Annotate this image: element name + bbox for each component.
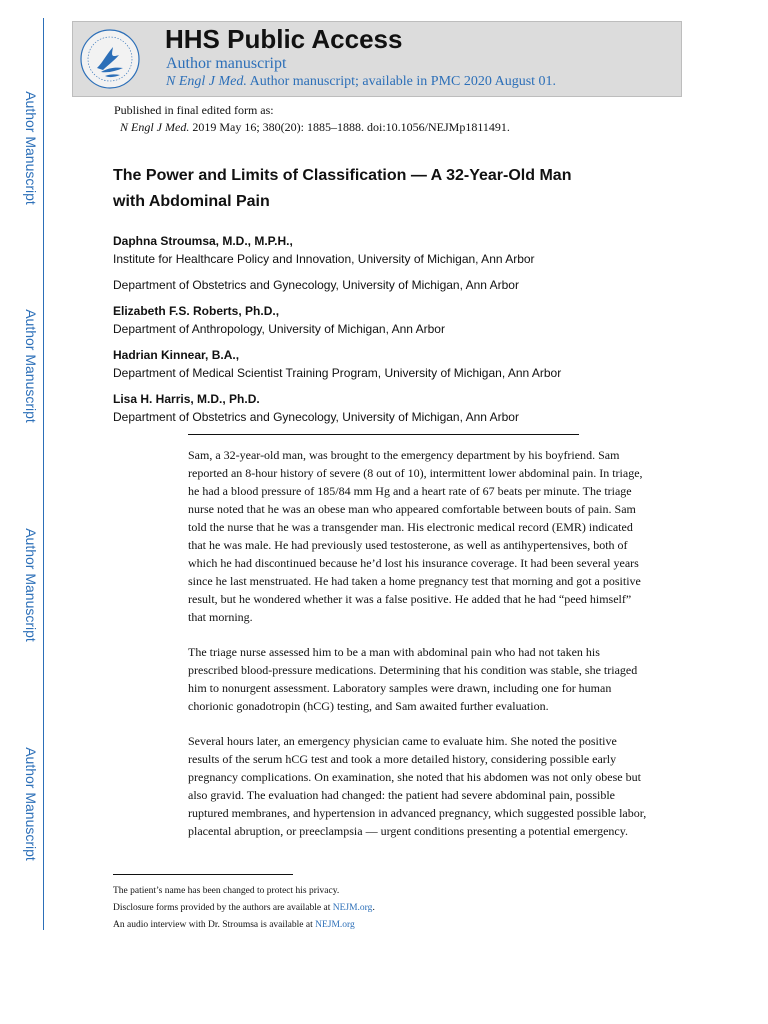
published-citation <box>114 119 510 136</box>
footnote-rule <box>113 874 293 875</box>
author-list <box>113 233 673 435</box>
nejm-link[interactable]: NEJM.org <box>315 920 355 930</box>
author-affiliation: Department of Obstetrics and Gynecology, University of Michigan, Ann Arbor <box>113 410 519 424</box>
abstract-divider <box>188 434 579 435</box>
article-title <box>113 163 673 215</box>
author-name: Daphna Stroumsa, M.D., M.P.H., <box>113 234 293 248</box>
header-availability-text: Author manuscript; available in PMC 2020 August 01. <box>249 74 557 89</box>
header-subtitle: Author manuscript <box>166 55 287 72</box>
author-affiliation: Institute for Healthcare Policy and Innovation, University of Michigan, Ann Arbor <box>113 252 535 266</box>
header-title: HHS Public Access <box>165 24 403 54</box>
author-name: Lisa H. Harris, M.D., Ph.D. <box>113 392 260 406</box>
author-affiliation: Department of Anthropology, University of Michigan, Ann Arbor <box>113 322 445 336</box>
author-entry <box>113 391 673 427</box>
body-paragraph: Several hours later, an emergency physician came to evaluate him. She noted the positive results of the serum hCG test and took a more detailed history, considering possible early pregnancy complications. On examination, she noted that his abdomen was not only obese but also gravid. The evaluation had changed: the patient had severe abdominal pain, possible ruptured membranes, and hypertension in advanced pregnancy, which suggested possible labor, placental abruption, or preeclampsia — urgent conditions presenting a potential emergency. <box>188 734 647 838</box>
footnote-audio: An audio interview with Dr. Stroumsa is available at NEJM.org <box>113 920 355 930</box>
published-citation-text: 2019 May 16; 380(20): 1885–1888. doi:10.1056/NEJMp1811491. <box>192 120 510 134</box>
published-info <box>114 102 510 136</box>
header-journal: N Engl J Med. <box>166 74 247 89</box>
author-entry <box>113 233 673 295</box>
body-paragraph: The triage nurse assessed him to be a man with abdominal pain who had not taken his prescribed blood-pressure medications. Determining that his condition was stable, she triaged him to nonurgent assessment. Laboratory samples were drawn, including one for human chorionic gonadotropin (hCG) testing, and Sam awaited further evaluation. <box>188 645 638 713</box>
header-availability <box>166 74 556 90</box>
footnote-disclosure: Disclosure forms provided by the authors are available at NEJM.org. <box>113 903 375 913</box>
footnotes <box>113 883 375 934</box>
author-entry <box>113 303 673 339</box>
author-affiliation: Department of Medical Scientist Training Program, University of Michigan, Ann Arbor <box>113 366 562 380</box>
body-paragraph: Sam, a 32-year-old man, was brought to the emergency department by his boyfriend. Sam reported an 8-hour history of severe (8 out of 10), intermittent lower abdominal pain. In triage, he had a blood pressure of 185/84 mm Hg and a heart rate of 67 beats per minute. The triage nurse noted that he was an obese man who appeared comfortable between bouts of pain. Sam told the nurse that he was a transgender man. His electronic medical record (EMR) indicated that he was male. He had previously used testosterone, as well as antihypertensives, both of which he had discontinued because he’d lost his insurance coverage. It had been several years since he last menstruated. He had taken a home pregnancy test that morning and got a positive result, but he wondered whether it was a false positive. He added that he had “peed himself” that morning. <box>188 448 643 624</box>
author-affiliation: Department of Obstetrics and Gynecology, University of Michigan, Ann Arbor <box>113 278 519 292</box>
article-title-line-2: with Abdominal Pain <box>113 193 270 210</box>
article-body <box>188 446 648 857</box>
author-name: Hadrian Kinnear, B.A., <box>113 348 240 362</box>
author-entry <box>113 347 673 383</box>
hhs-header <box>72 21 682 97</box>
author-name: Elizabeth F.S. Roberts, Ph.D., <box>113 304 280 318</box>
sidebar-rule <box>43 18 44 930</box>
article-title-line-1: The Power and Limits of Classification — A 32-Year-Old Man <box>113 167 572 184</box>
nejm-link[interactable]: NEJM.org <box>332 903 373 913</box>
hhs-eagle-logo-icon <box>79 28 141 90</box>
published-journal: N Engl J Med. <box>120 120 190 134</box>
footnote-privacy: The patient’s name has been changed to protect his privacy. <box>113 886 340 896</box>
published-label: Published in final edited form as: <box>114 103 274 117</box>
